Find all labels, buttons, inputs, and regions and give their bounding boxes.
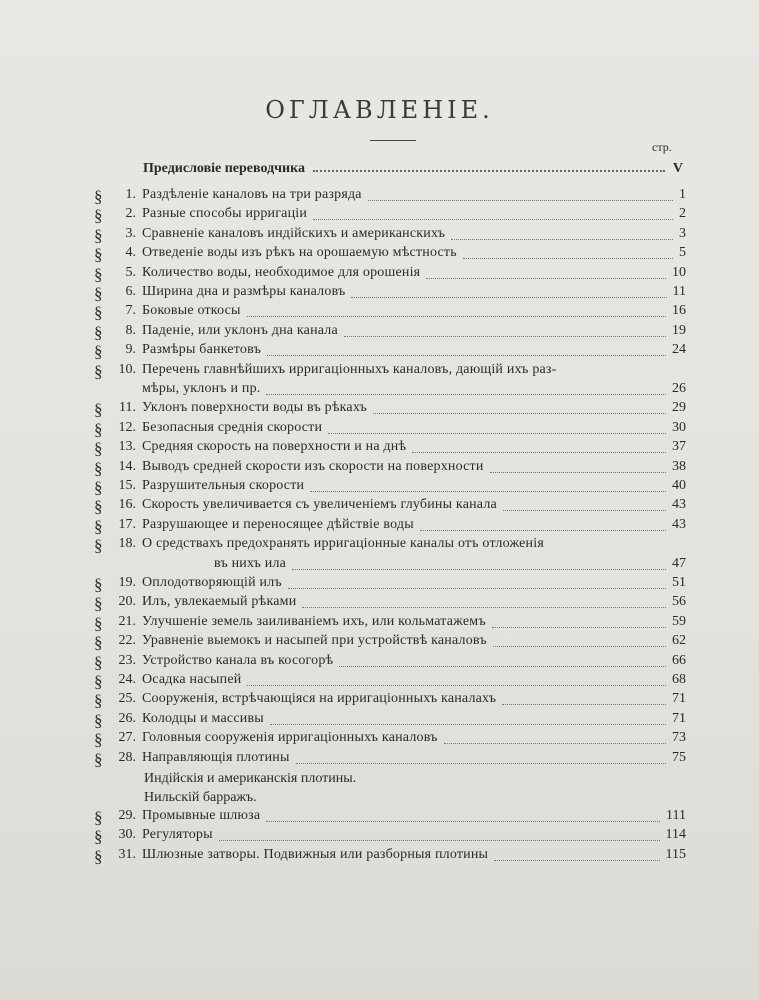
section-symbol: § [94, 478, 103, 497]
toc-entry-title: Уравненiе выемокъ и насыпей при устройствѣ каналовъ [142, 633, 487, 649]
toc-entry [94, 750, 686, 772]
section-symbol: § [94, 846, 103, 866]
toc-entry-number: 17. [118, 516, 136, 532]
toc-entry-title: Отведенiе воды изъ рѣкъ на орошаемую мѣстность [142, 245, 457, 261]
toc-entry-number: 27. [118, 730, 136, 746]
toc-entry-number: 6. [125, 284, 136, 299]
title-rule [370, 140, 416, 141]
toc-entry-page: 75 [672, 749, 686, 765]
toc-entry-page: 59 [672, 613, 686, 629]
toc-entry-title: Раздѣленiе каналовъ на три разряда [142, 187, 362, 202]
toc-entry-title: Колодцы и массивы [142, 710, 264, 726]
toc-entry-title: Разрушающее и переносящее дѣйствiе воды [142, 516, 414, 532]
section-symbol: § [94, 710, 103, 730]
toc-entry-number: 2. [125, 206, 136, 222]
toc-entry-title: Устройство канала въ косогорѣ [142, 652, 334, 668]
toc-entry-title: Промывные шлюза [142, 807, 261, 823]
dot-leader [368, 200, 673, 201]
section-symbol: § [94, 730, 103, 750]
toc-entry-number: 13. [118, 439, 136, 455]
toc-entry-number: 1. [125, 187, 136, 202]
toc-entry-number: 10. [118, 361, 136, 377]
toc-entry-title: Количество воды, необходимое для орошенiя [142, 264, 421, 280]
dot-leader [494, 860, 660, 861]
toc-entry-page: 71 [672, 691, 686, 707]
toc-entry-page: 68 [672, 672, 686, 687]
toc-entry [94, 847, 686, 869]
section-symbol: § [94, 206, 103, 226]
toc-entry-page: 2 [679, 206, 686, 222]
toc-entry-title: Безопасныя среднiя скорости [142, 419, 323, 435]
page-title: ОГЛАВЛЕНIЕ. [265, 96, 494, 124]
toc-entry-title: Направляющiя плотины [142, 749, 290, 765]
toc-entry-number: 22. [118, 633, 136, 649]
toc-entry-page: 37 [672, 439, 686, 455]
toc-entry-title: Перечень главнѣйшихъ ирригацiонныхъ каналовъ, дающiй ихъ раз- [142, 361, 557, 377]
dot-leader [493, 646, 666, 647]
section-symbol: § [94, 536, 103, 556]
dot-leader [313, 219, 673, 220]
dot-leader [412, 452, 666, 453]
section-symbol: § [94, 419, 103, 439]
toc-entry-page: 30 [672, 419, 686, 435]
section-symbol: § [94, 303, 103, 323]
toc-entry-page: 1 [679, 187, 686, 202]
section-symbol: § [94, 187, 103, 206]
dot-leader [266, 394, 666, 395]
toc-entry-title-continuation: мѣры, уклонъ и пр. [142, 381, 261, 396]
toc-entry-page: 66 [672, 652, 686, 668]
dot-leader [288, 588, 666, 589]
dot-leader [351, 297, 667, 298]
toc-entry-number: 23. [118, 652, 136, 668]
dot-leader [502, 704, 666, 705]
toc-entry-title: Паденiе, или уклонъ дна канала [142, 322, 338, 338]
toc-entry-number: 15. [118, 478, 136, 493]
dot-leader [292, 569, 666, 570]
section-symbol: § [94, 633, 103, 653]
toc-entry-number: 18. [118, 536, 136, 552]
section-symbol: § [94, 225, 103, 245]
toc-entry-page: 111 [666, 807, 686, 823]
section-symbol: § [94, 827, 103, 847]
toc-entry-page: 47 [672, 555, 686, 571]
section-symbol: § [94, 497, 103, 517]
section-symbol: § [94, 594, 103, 614]
section-symbol: § [94, 264, 103, 284]
toc-entry-number: 21. [118, 613, 136, 629]
section-symbol: § [94, 613, 103, 633]
toc-entry-page: 19 [672, 322, 686, 338]
toc-entry-number: 29. [118, 807, 136, 823]
toc-subitem: Нильскiй барражъ. [144, 790, 257, 806]
section-symbol: § [94, 400, 103, 420]
section-symbol: § [94, 361, 103, 381]
section-symbol: § [94, 691, 103, 711]
dot-leader [266, 821, 660, 822]
dot-leader [503, 510, 666, 511]
toc-entry-page: 43 [672, 516, 686, 532]
toc-entry-number: 3. [125, 225, 136, 241]
dot-leader [420, 530, 666, 531]
toc-entry-number: 12. [118, 419, 136, 435]
dot-leader [463, 258, 673, 259]
toc-entry-number: 16. [118, 497, 136, 513]
toc-entry-page: 24 [672, 342, 686, 358]
dot-leader [313, 170, 665, 172]
toc-entry-page: 115 [665, 846, 686, 862]
toc-entry-title: Боковые откосы [142, 303, 241, 319]
toc-entry-number: 8. [125, 322, 136, 338]
toc-entry-number: 24. [118, 672, 136, 687]
toc-entry-title: Сравненiе каналовъ индiйскихъ и американскихъ [142, 225, 446, 241]
dot-leader [328, 433, 666, 434]
toc-entry-title: Разные способы ирригацiи [142, 206, 308, 222]
section-symbol: § [94, 672, 103, 691]
dot-leader [310, 491, 666, 492]
dot-leader [426, 278, 666, 279]
dot-leader [302, 607, 666, 608]
section-symbol: § [94, 284, 103, 303]
toc-entry-title: Илъ, увлекаемый рѣками [142, 594, 297, 610]
section-symbol: § [94, 652, 103, 672]
toc-entry-page: 29 [672, 400, 686, 416]
dot-leader [296, 763, 666, 764]
dot-leader [219, 840, 660, 841]
toc-entry-number: 25. [118, 691, 136, 707]
toc-entry-title: Скорость увеличивается съ увеличенiемъ глубины канала [142, 497, 497, 513]
toc-entry-page: 16 [672, 303, 686, 319]
toc-entry-title: Оплодотворяющiй илъ [142, 575, 282, 590]
preface-label: Предисловiе переводчика [143, 161, 305, 176]
toc-entry-title: Разрушительныя скорости [142, 478, 305, 493]
toc-entry-title: Уклонъ поверхности воды въ рѣкахъ [142, 400, 367, 416]
toc-entry-page: 40 [672, 478, 686, 493]
toc-entry-number: 7. [125, 303, 136, 319]
toc-entry-title: Осадка насыпей [142, 672, 242, 687]
dot-leader [344, 336, 666, 337]
toc-subitem: Индiйскiя и американскiя плотины. [144, 771, 357, 786]
toc-entry-number: 19. [118, 575, 136, 590]
toc-entry-number: 14. [118, 458, 136, 474]
toc-entry-title: Шлюзные затворы. Подвижныя или разборныя плотины [142, 846, 489, 862]
toc-entry-page: 5 [679, 245, 686, 261]
page-column-label: стр. [652, 140, 672, 154]
toc-entry-page: 3 [679, 225, 686, 241]
toc-entry-title: Головныя сооруженiя ирригацiонныхъ каналовъ [142, 730, 438, 746]
toc-entry-page: 51 [672, 575, 686, 590]
toc-entry-page: 114 [665, 827, 686, 843]
toc-entry-page: 62 [672, 633, 686, 649]
toc-entry-page: 10 [672, 264, 686, 280]
section-symbol: § [94, 807, 103, 827]
toc-entry-page: 38 [672, 458, 686, 474]
toc-entry-number: 20. [118, 594, 136, 610]
toc-entry-title: Средняя скорость на поверхности и на днѣ [142, 439, 407, 455]
section-symbol: § [94, 439, 103, 459]
toc-entry-number: 11. [119, 400, 136, 416]
preface-entry [143, 161, 683, 181]
toc-entry-page: 71 [672, 710, 686, 726]
dot-leader [267, 355, 666, 356]
toc-entry-title: Ширина дна и размѣры каналовъ [142, 284, 346, 299]
toc-entry-number: 30. [118, 827, 136, 843]
toc-entry-number: 4. [125, 245, 136, 261]
dot-leader [444, 743, 666, 744]
toc-entry-title: Сооруженiя, встрѣчающiяся на ирригацiонныхъ каналахъ [142, 691, 497, 707]
toc-entry-number: 5. [125, 264, 136, 280]
dot-leader [451, 239, 673, 240]
toc-entry-number: 28. [118, 749, 136, 765]
dot-leader [247, 316, 666, 317]
section-symbol: § [94, 575, 103, 594]
dot-leader [492, 627, 666, 628]
toc-entry-page: 11 [672, 284, 686, 299]
toc-entry-title: О средствахъ предохранять ирригацiонные каналы отъ отложенiя [142, 536, 544, 552]
section-symbol: § [94, 322, 103, 342]
toc-entry-page: 26 [672, 381, 686, 396]
dot-leader [247, 685, 666, 686]
toc-entry-page: 73 [672, 730, 686, 746]
section-symbol: § [94, 458, 103, 478]
toc-entry-page: 43 [672, 497, 686, 513]
section-symbol: § [94, 245, 103, 265]
toc-entry-title-continuation: въ нихъ ила [214, 555, 287, 571]
section-symbol: § [94, 749, 103, 769]
toc-entry-title: Улучшенiе земель заиливанiемъ ихъ, или кольматажемъ [142, 613, 486, 629]
section-symbol: § [94, 516, 103, 536]
dot-leader [373, 413, 666, 414]
toc-entry-title: Регуляторы [142, 827, 213, 843]
toc-entry-number: 26. [118, 710, 136, 726]
toc-entry-number: 31. [118, 846, 136, 862]
toc-entry-number: 9. [125, 342, 136, 358]
toc-entry-title: Размѣры банкетовъ [142, 342, 262, 358]
dot-leader [339, 666, 666, 667]
preface-page: V [672, 161, 683, 176]
dot-leader [270, 724, 666, 725]
toc-entry-page: 56 [672, 594, 686, 610]
dot-leader [490, 472, 666, 473]
toc-entry-title: Выводъ средней скорости изъ скорости на поверхности [142, 458, 484, 474]
section-symbol: § [94, 342, 103, 362]
